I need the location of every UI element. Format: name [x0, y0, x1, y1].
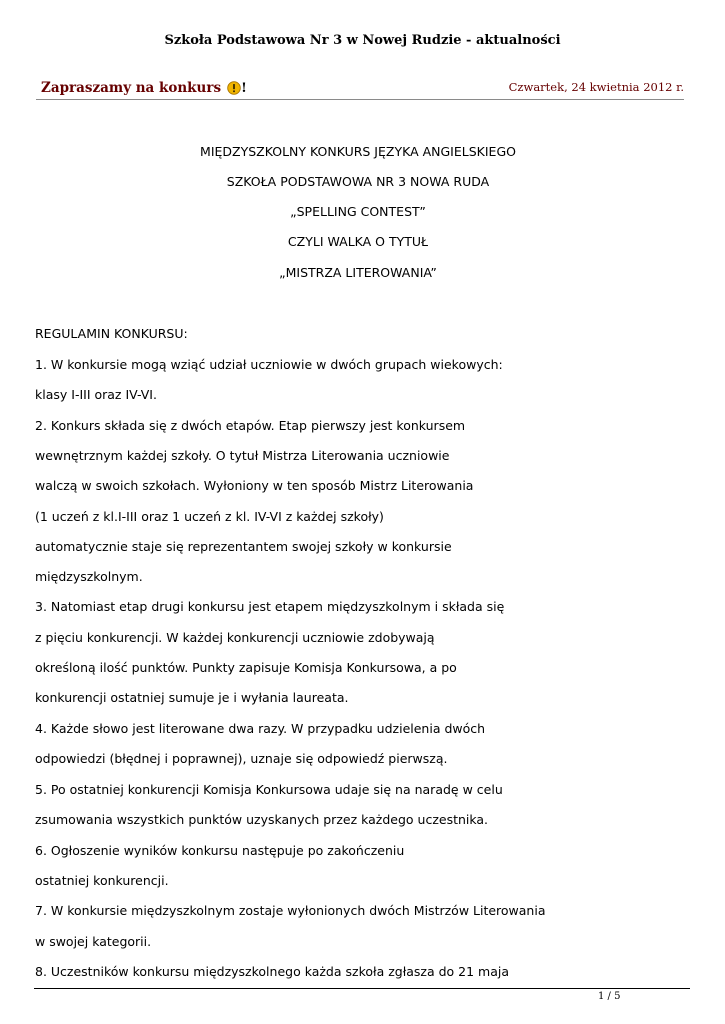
body-line: w swojej kategorii. [35, 934, 152, 949]
body-line: z pięciu konkurencji. W każdej konkurencji uczniowie zdobywają [35, 630, 435, 645]
article-title-suffix: ! [241, 81, 247, 96]
footer-rule [34, 988, 690, 989]
heading-line: „SPELLING CONTEST” [290, 204, 426, 219]
body-line: 8. Uczestników konkursu międzyszkolnego każda szkoła zgłasza do 21 maja [35, 964, 510, 979]
article-title-text: Zapraszamy na konkurs [41, 80, 222, 96]
body-line: (1 uczeń z kl.I-III oraz 1 uczeń z kl. IV-VI z każdej szkoły) [35, 509, 384, 524]
body-line: 6. Ogłoszenie wyników konkursu następuje po zakończeniu [35, 843, 405, 858]
body-line: ostatniej konkurencji. [35, 873, 169, 888]
body-line: 1. W konkursie mogą wziąć udział uczniowie w dwóch grupach wiekowych: [35, 357, 503, 372]
body-line: 4. Każde słowo jest literowane dwa razy. W przypadku udzielenia dwóch [35, 721, 486, 736]
heading-line: SZKOŁA PODSTAWOWA NR 3 NOWA RUDA [226, 174, 490, 189]
body-line: zsumowania wszystkich punktów uzyskanych przez każdego uczestnika. [35, 812, 489, 827]
body-line: konkurencji ostatniej sumuje je i wyłania laureata. [35, 690, 349, 705]
heading-line: CZYLI WALKA O TYTUŁ [287, 234, 429, 249]
heading-line: „MISTRZA LITEROWANIA” [279, 265, 437, 280]
page-number: 1 / 5 [598, 991, 621, 1002]
article-header [36, 76, 684, 100]
body-line: międzyszkolnym. [35, 569, 143, 584]
article-title [41, 79, 247, 100]
body-line: wewnętrznym każdej szkoły. O tytuł Mistrza Literowania uczniowie [35, 448, 450, 463]
body-line: klasy I-III oraz IV-VI. [35, 387, 157, 402]
warning-icon [227, 81, 241, 100]
body-line: walczą w swoich szkołach. Wyłoniony w ten sposób Mistrz Literowania [35, 478, 474, 493]
article-date: Czwartek, 24 kwietnia 2012 r. [508, 80, 684, 94]
body-line: 7. W konkursie międzyszkolnym zostaje wyłonionych dwóch Mistrzów Literowania [35, 903, 546, 918]
body-line: określoną ilość punktów. Punkty zapisuje Komisja Konkursowa, a po [35, 660, 457, 675]
body-line: odpowiedzi (błędnej i poprawnej), uznaje się odpowiedź pierwszą. [35, 751, 448, 766]
site-title: Szkoła Podstawowa Nr 3 w Nowej Rudzie - aktualności [164, 33, 561, 48]
body-line: 3. Natomiast etap drugi konkursu jest etapem międzyszkolnym i składa się [35, 599, 505, 614]
body-line: automatycznie staje się reprezentantem swojej szkoły w konkursie [35, 539, 452, 554]
heading-line: MIĘDZYSZKOLNY KONKURS JĘZYKA ANGIELSKIEGO [200, 144, 516, 159]
rules-heading: REGULAMIN KONKURSU: [35, 326, 188, 341]
body-line: 2. Konkurs składa się z dwóch etapów. Etap pierwszy jest konkursem [35, 418, 466, 433]
body-line: 5. Po ostatniej konkurencji Komisja Konkursowa udaje się na naradę w celu [35, 782, 503, 797]
